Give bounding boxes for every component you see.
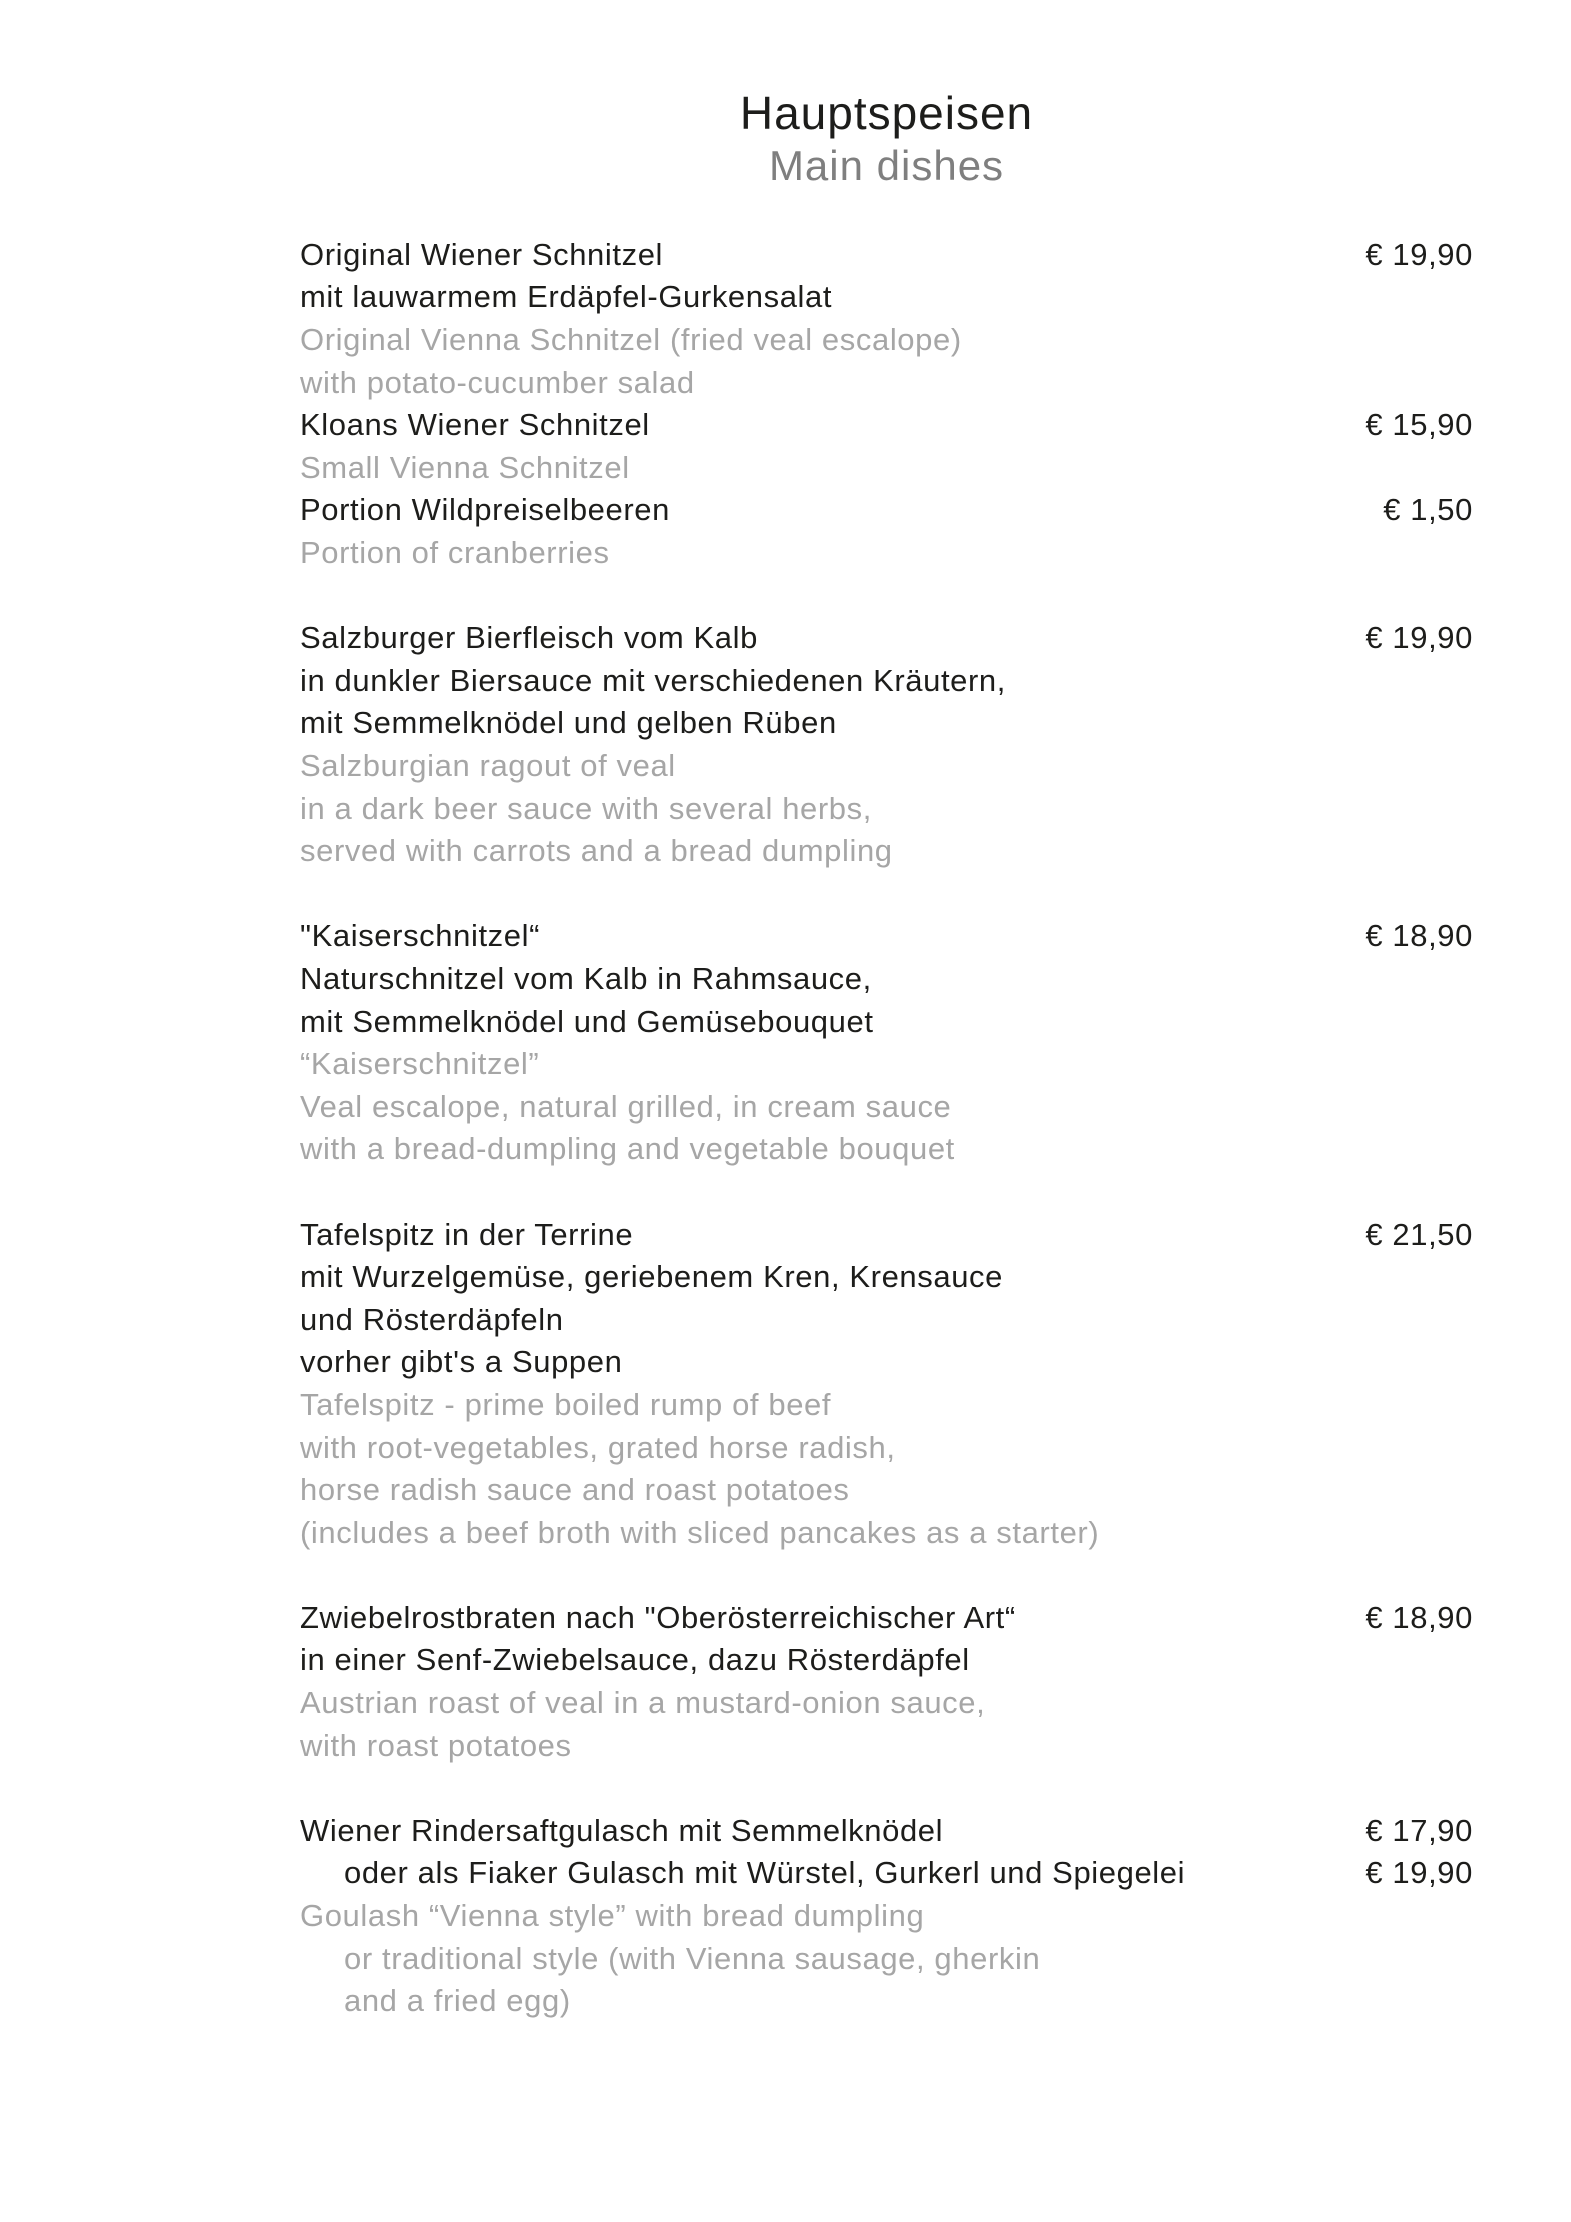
dish-text-en: Goulash “Vienna style” with bread dumpling (300, 1898, 925, 1934)
dish-text-en: Original Vienna Schnitzel (fried veal escalope) (300, 322, 962, 358)
dish-text-de: mit Semmelknödel und gelben Rüben (300, 705, 837, 741)
dish-price: € 19,90 (1365, 236, 1473, 272)
dish-text-de: Zwiebelrostbraten nach "Oberösterreichischer Art“ (300, 1599, 1016, 1635)
menu-line (300, 319, 1473, 362)
menu-line (300, 361, 1473, 404)
dish-text-de: und Rösterdäpfeln (300, 1301, 564, 1337)
menu-line (300, 830, 1473, 873)
dish-text-de: oder als Fiaker Gulasch mit Würstel, Gurkerl und Spiegelei (344, 1855, 1186, 1891)
dish-text-de: vorher gibt's a Suppen (300, 1344, 623, 1380)
dish-text-en: Salzburgian ragout of veal (300, 748, 676, 783)
menu-line (300, 1852, 1473, 1895)
menu-line (300, 532, 1473, 575)
dish-text-de: "Kaiserschnitzel“ (300, 918, 541, 954)
menu-line (300, 1980, 1473, 2023)
menu-line (300, 1341, 1473, 1384)
menu-line (300, 702, 1473, 745)
dish-price: € 21,50 (1365, 1216, 1473, 1252)
page-title: Hauptspeisen (739, 87, 1034, 139)
dish-text-en: with a bread-dumpling and vegetable bouquet (300, 1131, 955, 1167)
menu-line (300, 1724, 1473, 1767)
dish-price: € 19,90 (1365, 620, 1473, 656)
menu-line (300, 1810, 1473, 1853)
dish-text-de: Tafelspitz in der Terrine (300, 1216, 634, 1252)
dish-text-de: in dunkler Biersauce mit verschiedenen Kräutern, (300, 662, 1006, 698)
menu-sections (300, 234, 1473, 2023)
menu-line (300, 1937, 1473, 1980)
dish-price: € 1,50 (1383, 492, 1473, 528)
dish-text-de: Wiener Rindersaftgulasch mit Semmelknödel (300, 1812, 944, 1848)
menu-line (300, 1298, 1473, 1341)
dish-section (300, 1597, 1473, 1767)
menu-line (300, 1469, 1473, 1512)
menu-line (300, 915, 1473, 958)
dish-price: € 17,90 (1365, 1812, 1473, 1848)
menu-line (300, 1682, 1473, 1725)
menu-line (300, 276, 1473, 319)
dish-text-en: Austrian roast of veal in a mustard-onion sauce, (300, 1685, 986, 1721)
dish-section (300, 1810, 1473, 2023)
dish-text-en: in a dark beer sauce with several herbs, (300, 790, 872, 826)
menu-line (300, 660, 1473, 703)
dish-text-en: “Kaiserschnitzel” (300, 1046, 540, 1082)
menu-line (300, 234, 1473, 277)
dish-price: € 18,90 (1365, 918, 1473, 954)
dish-text-en: with root-vegetables, grated horse radish, (300, 1429, 896, 1465)
dish-section (300, 915, 1473, 1171)
menu-line (300, 1085, 1473, 1128)
menu-line (300, 958, 1473, 1001)
menu-line (300, 1213, 1473, 1256)
menu-line (300, 617, 1473, 660)
menu-line (300, 1384, 1473, 1427)
dish-text-de: Naturschnitzel vom Kalb in Rahmsauce, (300, 960, 872, 996)
dish-text-en: horse radish sauce and roast potatoes (300, 1472, 850, 1508)
menu-line (300, 1597, 1473, 1640)
dish-text-de: in einer Senf-Zwiebelsauce, dazu Rösterdäpfel (300, 1642, 970, 1678)
dish-text-en: Veal escalope, natural grilled, in cream sauce (300, 1088, 952, 1124)
dish-text-de: Kloans Wiener Schnitzel (300, 407, 650, 443)
dish-price: € 15,90 (1365, 407, 1473, 443)
dish-price: € 18,90 (1365, 1599, 1473, 1635)
menu-line (300, 447, 1473, 490)
menu-line (300, 404, 1473, 447)
menu-line (300, 1895, 1473, 1938)
dish-text-en: Small Vienna Schnitzel (300, 449, 630, 485)
dish-section (300, 617, 1473, 873)
dish-text-de: Salzburger Bierfleisch vom Kalb (300, 620, 758, 656)
dish-section (300, 234, 1473, 575)
dish-price: € 19,90 (1365, 1855, 1473, 1891)
menu-line (300, 1639, 1473, 1682)
menu-line (300, 1511, 1473, 1554)
dish-text-de: Portion Wildpreiselbeeren (300, 492, 670, 528)
menu-line (300, 1043, 1473, 1086)
dish-text-de: Original Wiener Schnitzel (300, 236, 664, 272)
menu-line (300, 1256, 1473, 1299)
menu-line (300, 745, 1473, 788)
dish-text-en: Portion of cranberries (300, 535, 610, 571)
dish-text-de: mit Semmelknödel und Gemüsebouquet (300, 1003, 874, 1039)
dish-text-en: Tafelspitz - prime boiled rump of beef (300, 1386, 832, 1422)
menu-line (300, 787, 1473, 830)
menu-header (300, 86, 1473, 192)
dish-text-de: mit Wurzelgemüse, geriebenem Kren, Krensauce (300, 1259, 1003, 1295)
dish-text-en: served with carrots and a bread dumpling (300, 833, 893, 869)
dish-text-de: mit lauwarmem Erdäpfel-Gurkensalat (300, 279, 833, 315)
dish-section (300, 1213, 1473, 1554)
dish-text-en: (includes a beef broth with sliced pancakes as a starter) (300, 1514, 1100, 1550)
menu-line (300, 489, 1473, 532)
dish-text-en: with potato-cucumber salad (300, 364, 695, 400)
dish-text-en: or traditional style (with Vienna sausage, gherkin (344, 1940, 1041, 1976)
dish-text-en: and a fried egg) (344, 1983, 571, 2019)
dish-text-en: with roast potatoes (300, 1727, 572, 1763)
page-subtitle: Main dishes (768, 142, 1005, 190)
menu-line (300, 1000, 1473, 1043)
menu-line (300, 1128, 1473, 1171)
menu-line (300, 1426, 1473, 1469)
